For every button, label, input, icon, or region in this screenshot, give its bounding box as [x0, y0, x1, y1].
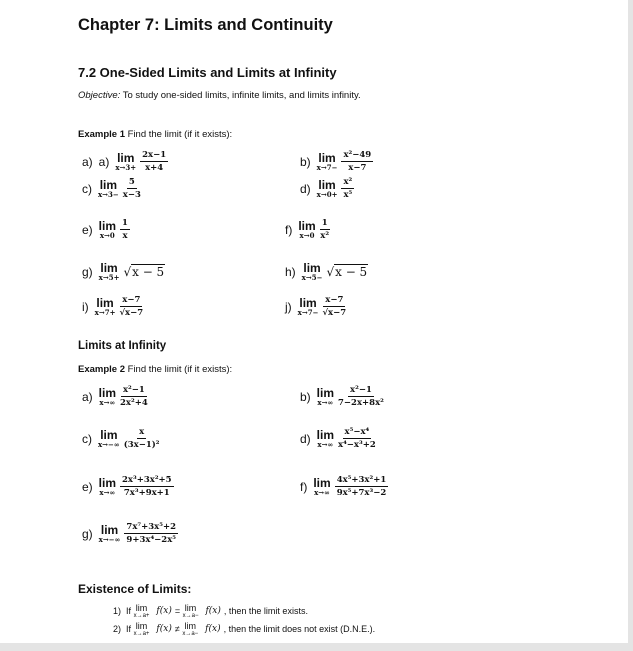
item-label: g) [82, 265, 93, 279]
chapter-title: Chapter 7: Limits and Continuity [78, 16, 333, 34]
fraction: $\frac{\text{x²}}{\text{x⁵}}$ [343, 177, 353, 200]
ex1-item-a [82, 150, 168, 173]
limit-operator: lim x→a+ [133, 621, 150, 637]
condition-if: If [126, 606, 132, 616]
page-edge-right [628, 0, 633, 651]
item-label: i) [82, 299, 89, 314]
limit-operator: lim x→7− [297, 295, 319, 317]
ex1-item-b [300, 150, 373, 173]
ex1-item-e [82, 218, 130, 241]
objective-label: Objective: [78, 90, 121, 101]
ex2-item-g [82, 522, 178, 545]
ex2-item-d [300, 427, 376, 450]
condition-tail: , then the limit exists. [223, 606, 308, 616]
limit-operator: lim x→3+ [115, 150, 137, 172]
existence-condition-2 [113, 621, 375, 637]
ex1-item-c [82, 177, 141, 200]
fraction: $\frac{x-7}{√x-7}$ [119, 295, 144, 318]
example2-instruction: Find the limit (if it exists): [127, 364, 233, 375]
limits-at-infinity-title: Limits at Infinity [78, 340, 167, 352]
limit-operator: lim x→0 [298, 218, 316, 240]
page-edge-bottom [0, 643, 633, 651]
item-label: c) [82, 181, 92, 196]
example2-heading [78, 364, 232, 375]
ex2-item-e [82, 475, 174, 498]
square-root: √x − 5 [123, 265, 165, 279]
function: f(x) [205, 606, 221, 616]
ex1-item-g [82, 262, 165, 282]
fraction: $\frac{\text{4x⁵+3x²+1}}{\text{9x⁵+7x³−2}}$ [336, 475, 387, 498]
item-label: c) [82, 431, 92, 446]
ex1-item-f [285, 218, 330, 241]
function: f(x) [205, 624, 221, 634]
item-label: b) [300, 389, 311, 404]
example1-heading [78, 129, 232, 140]
fraction: $\frac{\text{x²−49}}{x-7}$ [343, 150, 372, 173]
item-label: d) [300, 431, 311, 446]
item-label: d) [300, 181, 311, 196]
ex1-item-h [285, 262, 368, 282]
fraction: $\frac{\text{2x³+3x²+5}}{\text{7x³+9x+1}}$ [122, 475, 172, 498]
item-label: f) [300, 479, 308, 494]
fraction: $\frac{5}{x-3}$ [122, 177, 141, 200]
item-label: g) [82, 526, 93, 541]
item-label: j) [285, 299, 292, 314]
limit-operator: lim x→−∞ [98, 522, 121, 544]
limit-operator: lim x→a− [182, 621, 199, 637]
limit-operator: lim x→0+ [316, 177, 338, 199]
item-label: b) [300, 154, 311, 169]
limit-operator: lim x→−∞ [98, 427, 120, 449]
condition-number: 1) [113, 606, 122, 616]
limit-operator: lim x→a+ [133, 603, 150, 619]
condition-number: 2) [113, 624, 122, 634]
example1-instruction: Find the limit (if it exists): [127, 129, 233, 140]
square-root: √x − 5 [326, 265, 368, 279]
existence-title: Existence of Limits: [78, 582, 192, 596]
ex2-item-f [300, 475, 388, 498]
example1-label: Example 1 [78, 129, 125, 140]
item-label: e) [82, 222, 93, 237]
limit-operator: lim x→∞ [316, 385, 335, 407]
objective-text: To study one-sided limits, infinite limits, and limits infinity. [122, 90, 361, 101]
limit-operator: lim x→0 [98, 218, 117, 240]
condition-tail: , then the limit does not exist (D.N.E.). [223, 624, 376, 634]
limit-operator: lim x→∞ [98, 385, 117, 407]
limit-operator: lim x→7− [316, 150, 338, 172]
limit-operator: lim x→5+ [98, 261, 120, 282]
fraction: $\frac{\text{x⁵−x⁴}}{\text{x⁴−x³+2}}$ [338, 427, 376, 450]
item-label: f) [285, 222, 293, 237]
item-label: a) [82, 389, 93, 404]
item-label: e) [82, 479, 93, 494]
ex2-item-b [300, 385, 384, 408]
condition-if: If [126, 624, 132, 634]
relation: = [174, 606, 181, 616]
function: f(x) [156, 624, 172, 634]
limit-operator: lim x→∞ [313, 475, 331, 497]
limit-operator: lim x→7+ [94, 295, 116, 317]
limit-operator: lim x→∞ [316, 427, 335, 449]
fraction: $\frac{\text{7x⁷+3x⁵+2}}{\text{9+3x⁴−2x⁵}}$ [126, 522, 176, 545]
relation: ≠ [174, 624, 180, 634]
fraction: $\frac{2x-1}{x+4}$ [142, 150, 167, 173]
section-title: 7.2 One-Sided Limits and Limits at Infinity [78, 65, 337, 80]
fraction: $\frac{\text{x²−1}}{\text{2x²+4}}$ [120, 385, 148, 408]
function: f(x) [156, 606, 172, 616]
ex1-item-d [300, 177, 354, 200]
limit-operator: lim x→3− [98, 177, 119, 199]
item-label: a) [82, 154, 93, 169]
fraction: $\frac{1}{\text{x²}}$ [320, 218, 330, 241]
ex1-item-j [285, 295, 346, 318]
existence-condition-1 [113, 603, 308, 619]
item-label: h) [285, 265, 296, 279]
example2-label: Example 2 [78, 364, 125, 375]
fraction: $\frac{x}{\text{(3x−1)²}}$ [123, 427, 160, 450]
limit-operator: lim x→5− [301, 261, 323, 282]
ex2-item-a [82, 385, 148, 408]
ex2-item-c [82, 427, 160, 450]
limit-operator: lim x→∞ [98, 475, 117, 497]
limit-operator: lim x→a− [182, 603, 199, 619]
item-label-duplicate: a) [98, 154, 110, 169]
ex1-item-i [82, 295, 143, 318]
fraction: $\frac{1}{x}$ [122, 218, 128, 241]
fraction: $\frac{\text{x²−1}}{\text{7−2x+8x²}}$ [338, 385, 384, 408]
fraction: $\frac{x-7}{√x-7}$ [322, 295, 347, 318]
objective [78, 90, 361, 101]
